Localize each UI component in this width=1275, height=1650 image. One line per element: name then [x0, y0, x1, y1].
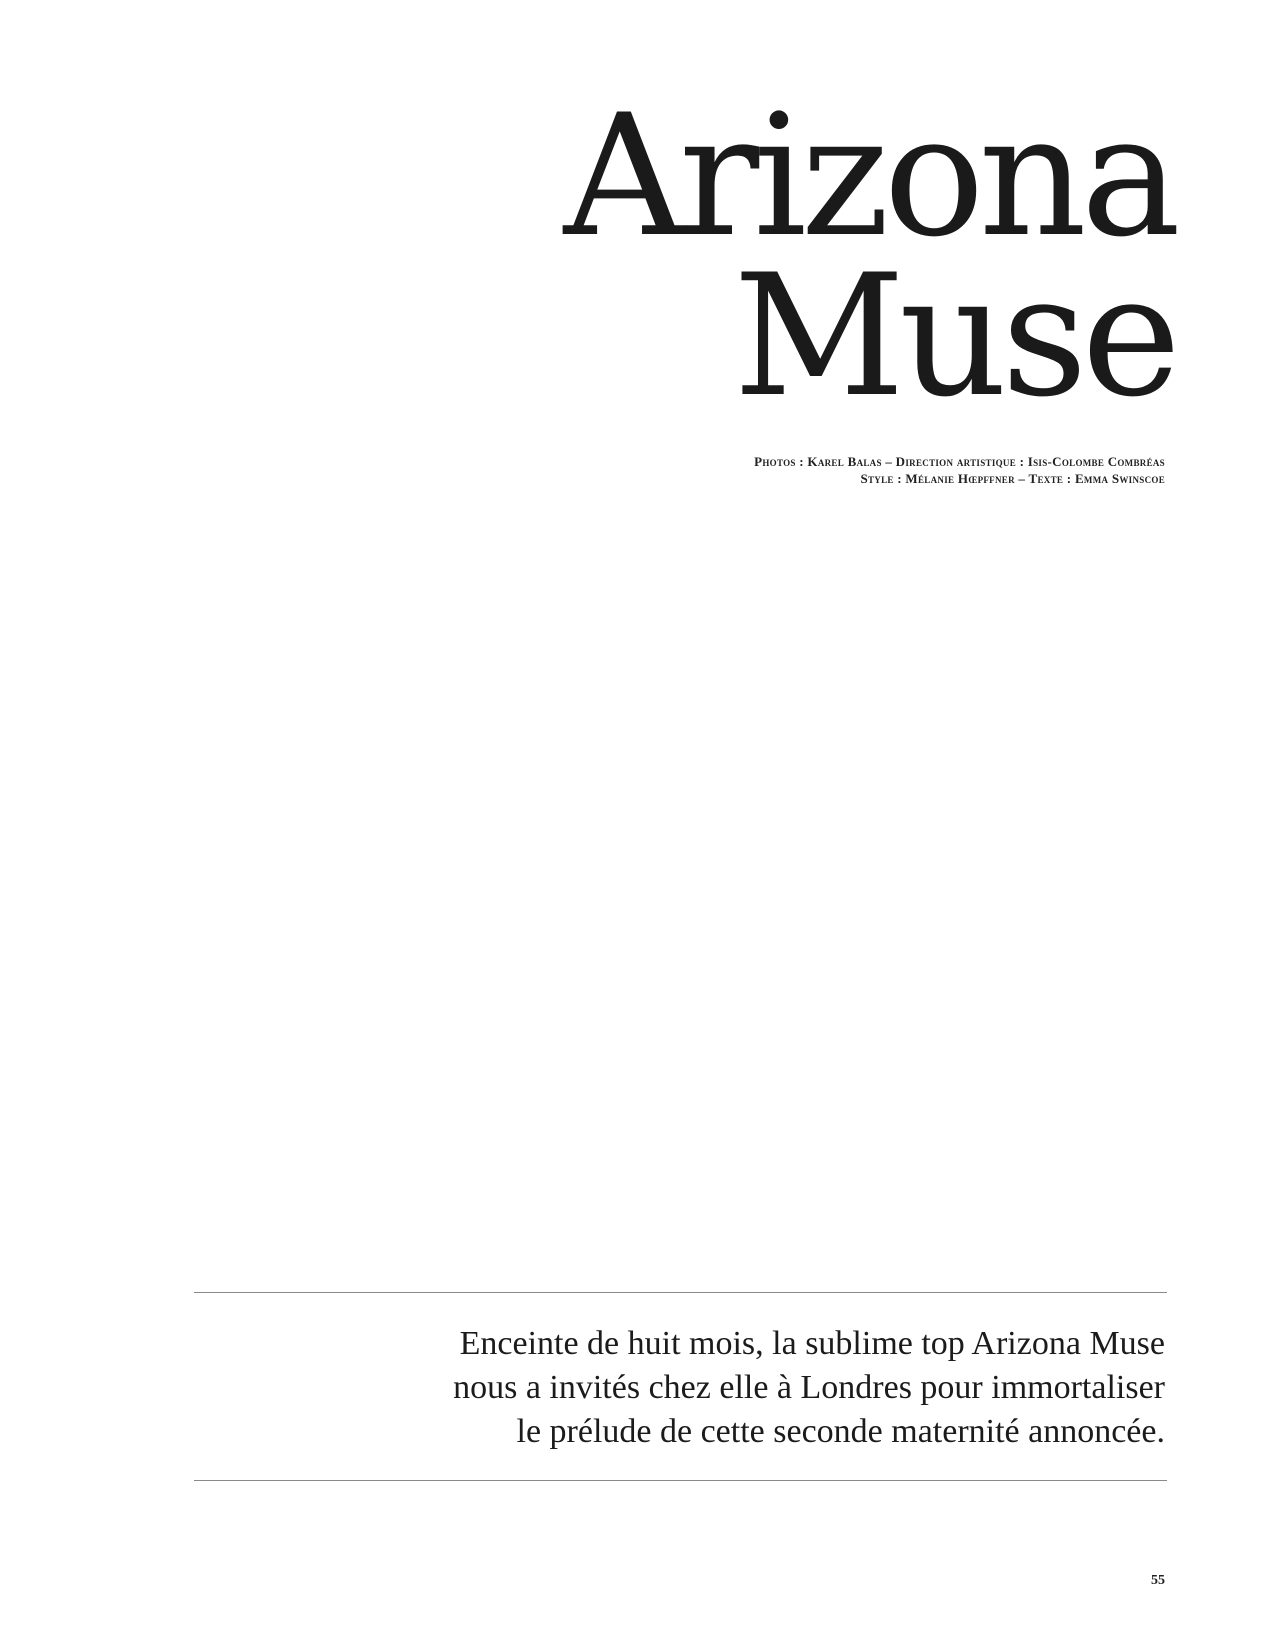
article-title [563, 78, 1175, 434]
lede-bottom-divider [194, 1480, 1167, 1481]
lede-line-1: Enceinte de huit mois, la sublime top Arizona Muse [459, 1325, 1165, 1362]
credits-line-photo-direction: Photos : Karel Balas – Direction artistique : Isis-Colombe Combréas [754, 454, 1165, 469]
credits-line-style-text: Style : Mélanie Hœpffner – Texte : Emma Swinscoe [860, 471, 1165, 486]
article-credits [754, 453, 1165, 487]
lede-line-3: le prélude de cette seconde maternité annoncée. [516, 1413, 1165, 1450]
title-line-first-name: Arizona [563, 78, 1175, 274]
lede-top-divider [194, 1292, 1167, 1293]
page-number: 55 [1151, 1573, 1165, 1588]
lede-line-2: nous a invités chez elle à Londres pour immortaliser [453, 1369, 1165, 1406]
title-line-last-name: Muse [733, 238, 1175, 434]
article-lede [453, 1322, 1165, 1454]
